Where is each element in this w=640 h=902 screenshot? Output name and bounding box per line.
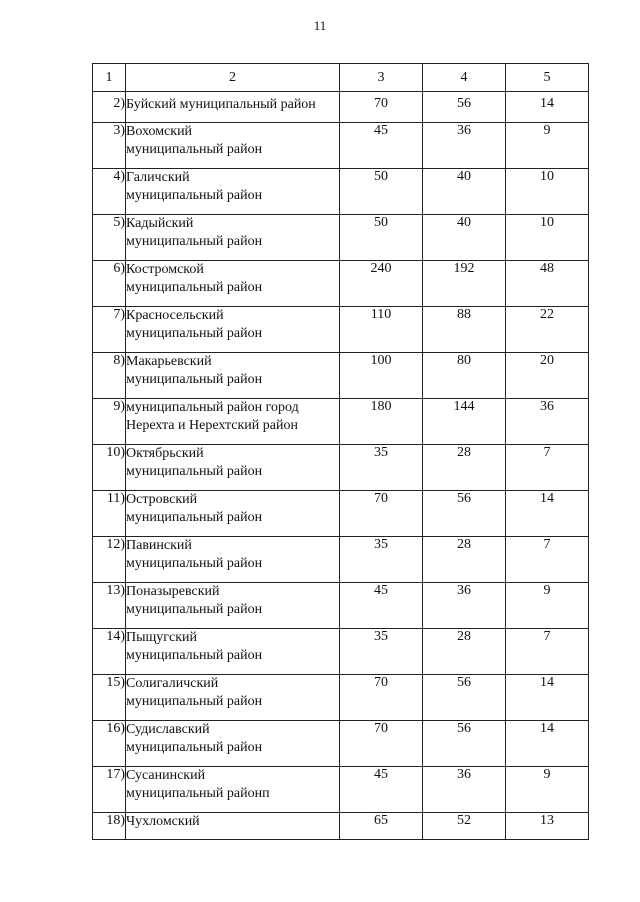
value-c5: 10	[506, 215, 589, 261]
value-c4: 28	[423, 445, 506, 491]
district-name-line: муниципальный район	[126, 740, 263, 755]
district-name-line: Костромской	[126, 262, 204, 277]
value-c4: 28	[423, 537, 506, 583]
district-name-line: муниципальный район	[126, 510, 263, 525]
value-c4: 144	[423, 399, 506, 445]
district-name	[126, 721, 340, 767]
district-name	[126, 445, 340, 491]
value-c4: 56	[423, 675, 506, 721]
value-c5: 22	[506, 307, 589, 353]
value-c4: 36	[423, 583, 506, 629]
district-name-line: Вохомский	[126, 124, 193, 139]
value-c3: 65	[340, 813, 423, 840]
district-name-line: Павинский	[126, 538, 192, 553]
value-c3: 50	[340, 169, 423, 215]
district-name	[126, 261, 340, 307]
value-c5: 9	[506, 123, 589, 169]
value-c5: 7	[506, 629, 589, 675]
value-c5: 10	[506, 169, 589, 215]
row-number: 3)	[93, 123, 126, 169]
value-c4: 36	[423, 767, 506, 813]
district-name-line: Буйский муниципальный район	[126, 97, 316, 112]
row-number: 16)	[93, 721, 126, 767]
value-c3: 35	[340, 629, 423, 675]
district-name	[126, 215, 340, 261]
table-row	[93, 169, 589, 215]
table-row	[93, 629, 589, 675]
value-c5: 9	[506, 583, 589, 629]
district-name-line: муниципальный район	[126, 142, 263, 157]
value-c4: 36	[423, 123, 506, 169]
value-c4: 28	[423, 629, 506, 675]
district-name	[126, 537, 340, 583]
row-number: 18)	[93, 813, 126, 840]
district-name	[126, 92, 340, 123]
table-row	[93, 583, 589, 629]
row-number: 5)	[93, 215, 126, 261]
table-row	[93, 307, 589, 353]
district-name-line: Макарьевский	[126, 354, 212, 369]
table-header-row	[93, 64, 589, 92]
district-name-line: муниципальный район город	[126, 400, 299, 415]
row-number: 7)	[93, 307, 126, 353]
table-row	[93, 675, 589, 721]
value-c3: 70	[340, 675, 423, 721]
table-row	[93, 92, 589, 123]
district-name	[126, 399, 340, 445]
value-c3: 35	[340, 537, 423, 583]
value-c5: 14	[506, 92, 589, 123]
column-header-1: 1	[93, 64, 126, 92]
district-name-line: Нерехта и Нерехтский район	[126, 418, 298, 433]
value-c3: 50	[340, 215, 423, 261]
value-c5: 7	[506, 537, 589, 583]
value-c4: 40	[423, 169, 506, 215]
column-header-4: 4	[423, 64, 506, 92]
column-header-2: 2	[126, 64, 340, 92]
value-c5: 14	[506, 721, 589, 767]
value-c3: 70	[340, 491, 423, 537]
value-c5: 9	[506, 767, 589, 813]
district-name	[126, 123, 340, 169]
value-c3: 180	[340, 399, 423, 445]
value-c3: 45	[340, 123, 423, 169]
table-row	[93, 261, 589, 307]
value-c5: 14	[506, 491, 589, 537]
district-name-line: муниципальный район	[126, 602, 263, 617]
district-name-line: муниципальный район	[126, 326, 263, 341]
value-c4: 56	[423, 92, 506, 123]
allocation-table	[92, 63, 589, 840]
district-name	[126, 629, 340, 675]
value-c4: 56	[423, 491, 506, 537]
value-c3: 100	[340, 353, 423, 399]
table-row	[93, 123, 589, 169]
district-name-line: муниципальный район	[126, 188, 263, 203]
value-c3: 45	[340, 583, 423, 629]
value-c4: 52	[423, 813, 506, 840]
column-header-5: 5	[506, 64, 589, 92]
district-name-line: Кадыйский	[126, 216, 194, 231]
value-c3: 240	[340, 261, 423, 307]
table-row	[93, 537, 589, 583]
value-c4: 88	[423, 307, 506, 353]
district-name-line: муниципальный район	[126, 556, 263, 571]
value-c5: 7	[506, 445, 589, 491]
district-name	[126, 307, 340, 353]
district-name-line: Пыщугский	[126, 630, 198, 645]
district-name	[126, 813, 340, 840]
district-name-line: муниципальный район	[126, 234, 263, 249]
district-name-line: Судиславский	[126, 722, 210, 737]
row-number: 11)	[93, 491, 126, 537]
row-number: 17)	[93, 767, 126, 813]
value-c5: 14	[506, 675, 589, 721]
value-c3: 45	[340, 767, 423, 813]
column-header-3: 3	[340, 64, 423, 92]
table-row	[93, 491, 589, 537]
district-name-line: Островский	[126, 492, 198, 507]
district-name	[126, 169, 340, 215]
row-number: 8)	[93, 353, 126, 399]
value-c5: 13	[506, 813, 589, 840]
table-row	[93, 399, 589, 445]
row-number: 15)	[93, 675, 126, 721]
value-c4: 192	[423, 261, 506, 307]
row-number: 9)	[93, 399, 126, 445]
value-c4: 56	[423, 721, 506, 767]
value-c3: 110	[340, 307, 423, 353]
row-number: 4)	[93, 169, 126, 215]
value-c3: 70	[340, 721, 423, 767]
district-name-line: Октябрьский	[126, 446, 204, 461]
value-c4: 40	[423, 215, 506, 261]
district-name	[126, 491, 340, 537]
district-name-line: Галичский	[126, 170, 190, 185]
district-name-line: муниципальный район	[126, 280, 263, 295]
table-row	[93, 721, 589, 767]
row-number: 6)	[93, 261, 126, 307]
row-number: 13)	[93, 583, 126, 629]
table-row	[93, 767, 589, 813]
value-c5: 48	[506, 261, 589, 307]
value-c5: 20	[506, 353, 589, 399]
district-name-line: Красносельский	[126, 308, 224, 323]
district-name-line: Солигаличский	[126, 676, 219, 691]
table-row	[93, 353, 589, 399]
table-row	[93, 813, 589, 840]
row-number: 10)	[93, 445, 126, 491]
district-name-line: Чухломский	[126, 814, 200, 829]
row-number: 2)	[93, 92, 126, 123]
district-name-line: муниципальный районп	[126, 786, 270, 801]
row-number: 12)	[93, 537, 126, 583]
district-name	[126, 353, 340, 399]
district-name-line: муниципальный район	[126, 648, 263, 663]
table-row	[93, 215, 589, 261]
table-row	[93, 445, 589, 491]
district-name	[126, 767, 340, 813]
district-name-line: Поназыревский	[126, 584, 220, 599]
district-name-line: муниципальный район	[126, 464, 263, 479]
value-c5: 36	[506, 399, 589, 445]
district-name-line: Сусанинский	[126, 768, 206, 783]
page-number: 11	[313, 18, 327, 33]
value-c3: 35	[340, 445, 423, 491]
row-number: 14)	[93, 629, 126, 675]
value-c4: 80	[423, 353, 506, 399]
value-c3: 70	[340, 92, 423, 123]
district-name	[126, 583, 340, 629]
district-name-line: муниципальный район	[126, 372, 263, 387]
district-name-line: муниципальный район	[126, 694, 263, 709]
district-name	[126, 675, 340, 721]
